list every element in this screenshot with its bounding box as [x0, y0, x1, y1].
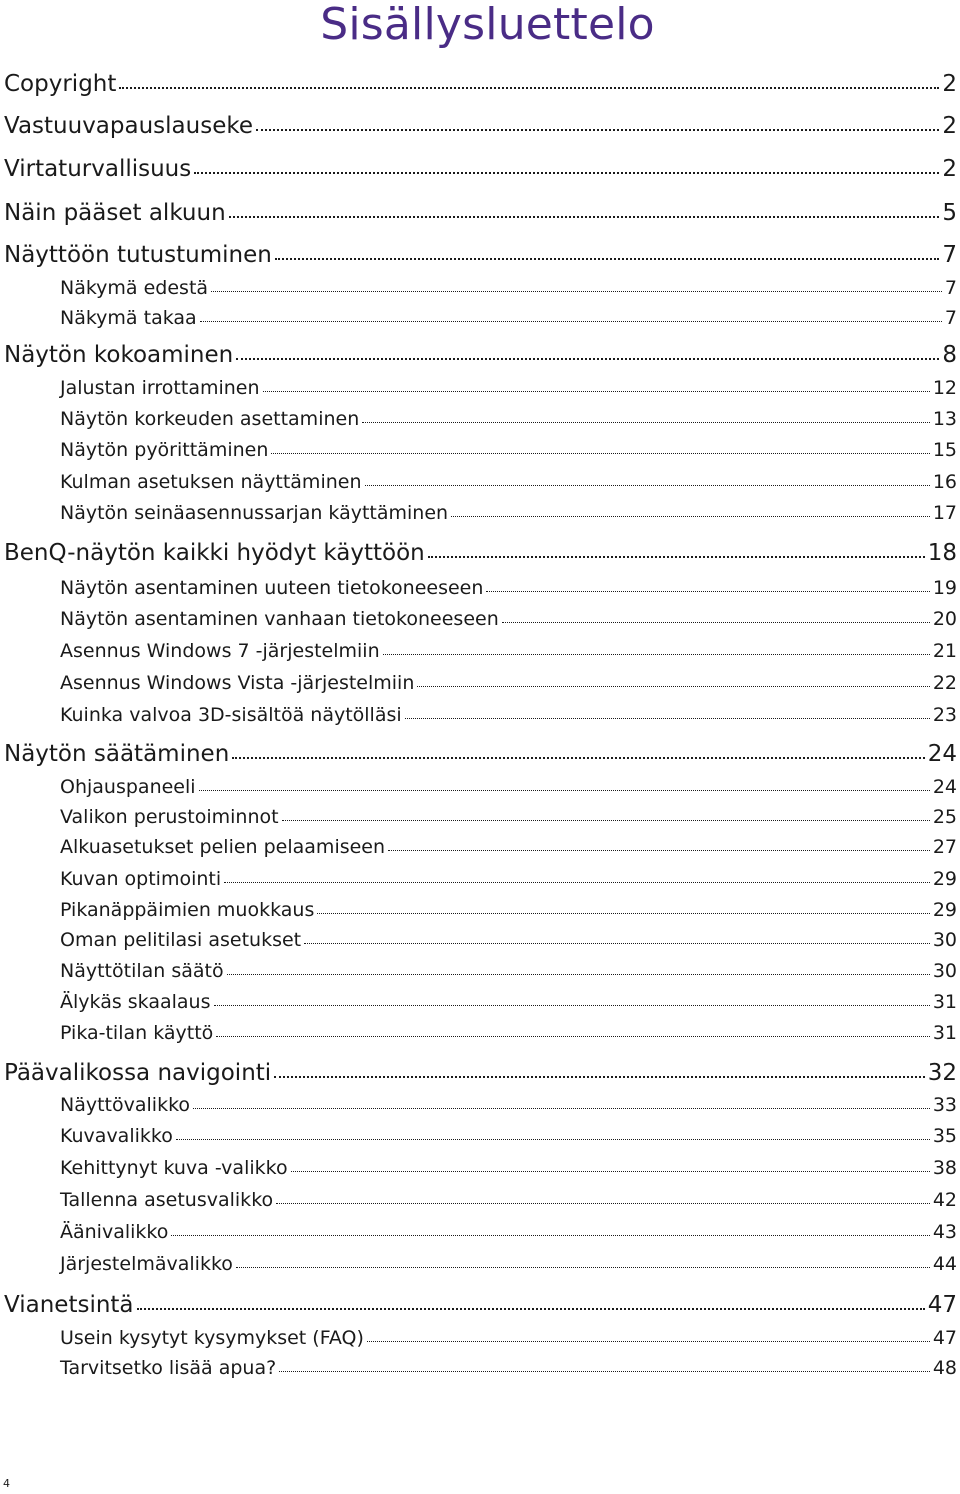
toc-dot-leader: [216, 1020, 930, 1039]
toc-entry-page-number: 31: [932, 991, 957, 1013]
toc-entry-label: Vastuuvapauslauseke: [4, 113, 254, 139]
toc-dot-leader: [119, 68, 939, 91]
toc-entry-label: Näytön korkeuden asettaminen: [60, 408, 360, 430]
toc-dot-leader: [271, 437, 929, 456]
toc-section-entry[interactable]: [60, 638, 957, 664]
toc-dot-leader: [279, 1355, 930, 1374]
toc-entry-label: Näyttötilan säätö: [60, 960, 224, 982]
toc-section-entry[interactable]: [60, 774, 957, 800]
toc-entry-label: Näytön seinäasennussarjan käyttäminen: [60, 502, 449, 524]
toc-dot-leader: [502, 606, 930, 625]
toc-entry-page-number: 24: [932, 776, 957, 798]
toc-section-entry[interactable]: [60, 670, 957, 696]
toc-entry-label: Äänivalikko: [60, 1221, 169, 1243]
toc-chapter-entry[interactable]: [4, 537, 957, 568]
toc-chapter-entry[interactable]: [4, 197, 957, 228]
toc-dot-leader: [367, 1325, 930, 1344]
toc-entry-label: Pika-tilan käyttö: [60, 1022, 214, 1044]
toc-dot-leader: [193, 1092, 930, 1111]
toc-entry-page-number: 18: [927, 540, 957, 566]
toc-entry-page-number: 25: [932, 806, 957, 828]
toc-dot-leader: [236, 1251, 930, 1270]
toc-section-entry[interactable]: [60, 804, 957, 830]
toc-entry-page-number: 20: [932, 608, 957, 630]
toc-section-entry[interactable]: [60, 305, 957, 331]
toc-entry-page-number: 29: [932, 899, 957, 921]
toc-entry-label: Kulman asetuksen näyttäminen: [60, 471, 362, 493]
toc-dot-leader: [276, 1187, 930, 1206]
toc-entry-page-number: 43: [932, 1221, 957, 1243]
toc-entry-label: Asennus Windows Vista -järjestelmiin: [60, 672, 415, 694]
toc-entry-label: Jalustan irrottaminen: [60, 377, 260, 399]
toc-dot-leader: [227, 958, 930, 977]
toc-entry-page-number: 38: [932, 1157, 957, 1179]
toc-entry-label: Virtaturvallisuus: [4, 156, 192, 182]
toc-entry-page-number: 47: [932, 1327, 957, 1349]
toc-entry-label: Asennus Windows 7 -järjestelmiin: [60, 640, 380, 662]
toc-section-entry[interactable]: [60, 1187, 957, 1213]
toc-entry-label: Alkuasetukset pelien pelaamiseen: [60, 836, 386, 858]
toc-entry-page-number: 32: [927, 1060, 957, 1086]
toc-entry-page-number: 2: [942, 113, 957, 139]
toc-entry-label: Pikanäppäimien muokkaus: [60, 899, 315, 921]
toc-section-entry[interactable]: [60, 1251, 957, 1277]
toc-dot-leader: [137, 1289, 925, 1312]
page-title: Sisällysluettelo: [320, 0, 655, 50]
toc-dot-leader: [282, 804, 930, 823]
toc-chapter-entry[interactable]: [4, 738, 957, 769]
toc-entry-label: Näyttöön tutustuminen: [4, 242, 272, 268]
toc-section-entry[interactable]: [60, 1325, 957, 1351]
toc-section-entry[interactable]: [60, 1020, 957, 1046]
toc-dot-leader: [176, 1123, 930, 1142]
toc-chapter-entry[interactable]: [4, 153, 957, 184]
toc-section-entry[interactable]: [60, 469, 957, 495]
toc-section-entry[interactable]: [60, 1219, 957, 1245]
toc-dot-leader: [194, 153, 939, 176]
toc-dot-leader: [275, 239, 940, 262]
toc-section-entry[interactable]: [60, 500, 957, 526]
toc-entry-label: Copyright: [4, 71, 117, 97]
toc-entry-page-number: 7: [944, 307, 957, 329]
footer-page-number: 4: [3, 1477, 10, 1490]
toc-entry-page-number: 15: [932, 439, 957, 461]
toc-entry-label: Näyttövalikko: [60, 1094, 191, 1116]
toc-dot-leader: [317, 897, 929, 916]
toc-dot-leader: [256, 110, 939, 133]
toc-chapter-entry[interactable]: [4, 68, 957, 99]
toc-dot-leader: [486, 575, 929, 594]
toc-entry-page-number: 24: [927, 741, 957, 767]
toc-dot-leader: [383, 638, 930, 657]
toc-entry-page-number: 44: [932, 1253, 957, 1275]
toc-section-entry[interactable]: [60, 958, 957, 984]
toc-section-entry[interactable]: [60, 866, 957, 892]
toc-entry-label: Näytön asentaminen uuteen tietokoneeseen: [60, 577, 484, 599]
toc-section-entry[interactable]: [60, 897, 957, 923]
toc-dot-leader: [405, 702, 930, 721]
toc-dot-leader: [451, 500, 930, 519]
toc-entry-page-number: 23: [932, 704, 957, 726]
toc-section-entry[interactable]: [60, 275, 957, 301]
toc-entry-page-number: 30: [932, 929, 957, 951]
toc-dot-leader: [229, 197, 940, 220]
toc-section-entry[interactable]: [60, 702, 957, 728]
toc-entry-page-number: 42: [932, 1189, 957, 1211]
toc-entry-page-number: 16: [932, 471, 957, 493]
toc-entry-page-number: 8: [942, 342, 957, 368]
toc-dot-leader: [263, 375, 930, 394]
toc-entry-label: Älykäs skaalaus: [60, 991, 211, 1013]
toc-section-entry[interactable]: [60, 1355, 957, 1381]
toc-section-entry[interactable]: [60, 606, 957, 632]
toc-section-entry[interactable]: [60, 1123, 957, 1149]
toc-dot-leader: [214, 989, 930, 1008]
toc-section-entry[interactable]: [60, 989, 957, 1015]
toc-dot-leader: [388, 834, 930, 853]
toc-entry-page-number: 2: [942, 71, 957, 97]
toc-entry-label: Tallenna asetusvalikko: [60, 1189, 274, 1211]
toc-section-entry[interactable]: [60, 437, 957, 463]
toc-entry-label: Näytön kokoaminen: [4, 342, 234, 368]
toc-entry-label: Näkymä takaa: [60, 307, 197, 329]
toc-entry-label: Kuvavalikko: [60, 1125, 173, 1147]
toc-entry-page-number: 47: [927, 1292, 957, 1318]
toc-entry-page-number: 35: [932, 1125, 957, 1147]
toc-dot-leader: [171, 1219, 929, 1238]
toc-dot-leader: [224, 866, 930, 885]
toc-entry-page-number: 7: [944, 277, 957, 299]
toc-section-entry[interactable]: [60, 375, 957, 401]
toc-entry-label: Vianetsintä: [4, 1292, 134, 1318]
toc-entry-label: Näkymä edestä: [60, 277, 209, 299]
toc-entry-label: Näytön asentaminen vanhaan tietokoneeseen: [60, 608, 499, 630]
toc-entry-page-number: 13: [932, 408, 957, 430]
toc-chapter-entry[interactable]: [4, 1289, 957, 1320]
toc-entry-page-number: 21: [932, 640, 957, 662]
toc-entry-page-number: 33: [932, 1094, 957, 1116]
toc-entry-page-number: 5: [942, 200, 957, 226]
toc-entry-page-number: 27: [932, 836, 957, 858]
toc-dot-leader: [232, 738, 924, 761]
toc-dot-leader: [365, 469, 930, 488]
toc-dot-leader: [200, 305, 942, 324]
toc-chapter-entry[interactable]: [4, 1057, 957, 1088]
toc-entry-label: Päävalikossa navigointi: [4, 1060, 272, 1086]
toc-dot-leader: [304, 927, 930, 946]
toc-entry-label: Usein kysytyt kysymykset (FAQ): [60, 1327, 364, 1349]
toc-section-entry[interactable]: [60, 575, 957, 601]
toc-section-entry[interactable]: [60, 1155, 957, 1181]
toc-entry-page-number: 19: [932, 577, 957, 599]
toc-dot-leader: [428, 537, 925, 560]
toc-chapter-entry[interactable]: [4, 239, 957, 270]
toc-entry-label: Kehittynyt kuva -valikko: [60, 1157, 288, 1179]
toc-chapter-entry[interactable]: [4, 339, 957, 370]
toc-entry-page-number: 7: [942, 242, 957, 268]
toc-entry-page-number: 17: [932, 502, 957, 524]
toc-entry-label: Järjestelmävalikko: [60, 1253, 233, 1275]
toc-entry-page-number: 31: [932, 1022, 957, 1044]
toc-section-entry[interactable]: [60, 1092, 957, 1118]
toc-entry-page-number: 12: [932, 377, 957, 399]
toc-dot-leader: [362, 406, 930, 425]
toc-chapter-entry[interactable]: [4, 110, 957, 141]
toc-entry-label: Kuvan optimointi: [60, 868, 222, 890]
toc-entry-label: Kuinka valvoa 3D-sisältöä näytölläsi: [60, 704, 402, 726]
toc-entry-page-number: 30: [932, 960, 957, 982]
toc-dot-leader: [291, 1155, 930, 1174]
toc-entry-page-number: 48: [932, 1357, 957, 1379]
toc-dot-leader: [199, 774, 930, 793]
toc-entry-label: Näytön pyörittäminen: [60, 439, 269, 461]
toc-entry-label: Näytön säätäminen: [4, 741, 230, 767]
toc-entry-label: Tarvitsetko lisää apua?: [60, 1357, 277, 1379]
toc-entry-label: BenQ-näytön kaikki hyödyt käyttöön: [4, 540, 425, 566]
toc-entry-label: Oman pelitilasi asetukset: [60, 929, 302, 951]
toc-entry-label: Näin pääset alkuun: [4, 200, 226, 226]
toc-section-entry[interactable]: [60, 834, 957, 860]
toc-dot-leader: [211, 275, 942, 294]
toc-entry-page-number: 22: [932, 672, 957, 694]
toc-dot-leader: [236, 339, 939, 362]
toc-section-entry[interactable]: [60, 927, 957, 953]
toc-dot-leader: [274, 1057, 925, 1080]
toc-section-entry[interactable]: [60, 406, 957, 432]
toc-dot-leader: [417, 670, 929, 689]
toc-entry-label: Ohjauspaneeli: [60, 776, 196, 798]
toc-entry-page-number: 2: [942, 156, 957, 182]
toc-entry-label: Valikon perustoiminnot: [60, 806, 279, 828]
toc-entry-page-number: 29: [932, 868, 957, 890]
